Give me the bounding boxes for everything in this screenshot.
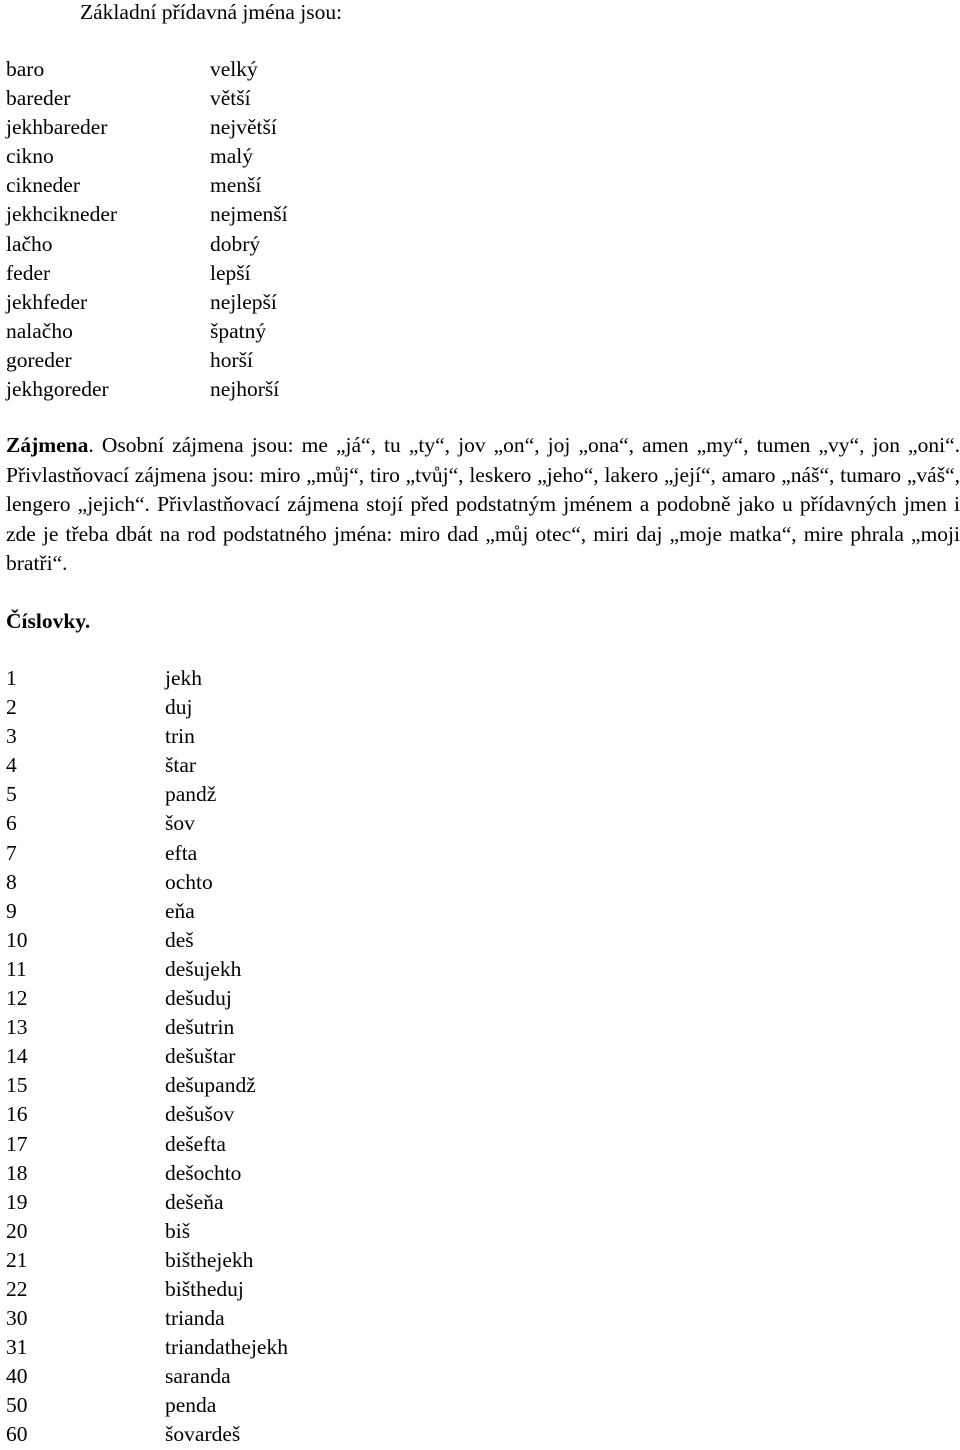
- adjective-row: [6, 171, 288, 200]
- numeral-row: [6, 1304, 288, 1333]
- adjective-romani: cikneder: [6, 173, 81, 198]
- adjective-row: [6, 375, 288, 404]
- numeral-word: penda: [165, 1393, 217, 1418]
- numeral-digit: 40: [6, 1364, 28, 1389]
- numeral-row: [6, 1333, 288, 1362]
- adjective-row: [6, 84, 288, 113]
- numeral-digit: 17: [6, 1131, 28, 1156]
- numeral-word: trianda: [165, 1306, 225, 1331]
- adjective-czech: lepší: [210, 260, 251, 285]
- numerals-table: [6, 664, 288, 1450]
- adjective-czech: menší: [210, 173, 262, 198]
- pronouns-paragraph: [6, 431, 960, 579]
- numeral-word: duj: [165, 695, 193, 720]
- numeral-word: dešutrin: [165, 1015, 235, 1040]
- numeral-word: efta: [165, 840, 198, 865]
- adjective-romani: baro: [6, 57, 45, 81]
- numeral-word: dešeňa: [165, 1189, 224, 1214]
- pronouns-title: Zájmena: [6, 433, 89, 457]
- numeral-word: dešušov: [165, 1102, 235, 1127]
- numeral-row: [6, 780, 288, 809]
- adjective-row: [6, 259, 288, 288]
- numeral-word: štar: [165, 753, 197, 778]
- numerals-table-body: [6, 664, 288, 1450]
- numeral-word: ochto: [165, 869, 213, 894]
- numeral-digit: 21: [6, 1247, 28, 1272]
- adjective-czech: malý: [210, 144, 253, 169]
- adjective-romani: feder: [6, 260, 51, 285]
- numeral-word: bišthejekh: [165, 1247, 254, 1272]
- adjective-romani: jekhfeder: [6, 289, 88, 314]
- adjective-row: [6, 230, 288, 259]
- numeral-row: [6, 1159, 288, 1188]
- numeral-digit: 13: [6, 1015, 28, 1040]
- numeral-row: [6, 1391, 288, 1420]
- adjective-romani: jekhcikneder: [6, 202, 118, 227]
- numeral-row: [6, 693, 288, 722]
- numeral-row: [6, 1013, 288, 1042]
- numeral-digit: 3: [6, 724, 17, 749]
- numeral-row: [6, 1188, 288, 1217]
- numeral-word: dešefta: [165, 1131, 226, 1156]
- numeral-digit: 11: [6, 956, 27, 981]
- numeral-word: dešuduj: [165, 986, 232, 1011]
- numeral-word: bištheduj: [165, 1276, 244, 1301]
- adjective-romani: cikno: [6, 144, 54, 169]
- numeral-word: šovardeš: [165, 1422, 241, 1447]
- numeral-digit: 60: [6, 1422, 28, 1447]
- adjective-romani: bareder: [6, 86, 71, 111]
- numeral-row: [6, 1420, 288, 1449]
- numeral-digit: 31: [6, 1335, 28, 1360]
- numeral-word: dešupandž: [165, 1073, 256, 1098]
- pronouns-text: . Osobní zájmena jsou: me „já“, tu „ty“, jov „on“, joj „ona“, amen „my“, tumen „vy“, jon „oni“. Přivlastňovací zájmena jsou: miro „můj“, tiro „tvůj“, leskero „jeho“, lakero „její“, amaro „náš“, tumaro „váš“, lengero „jejich“. Přivlastňovací zájmena stojí před podstatným jménem a podobně jako u přídavných jmen i zde je třeba dbát na rod podstatného jména: miro dad „můj otec“, miri daj „moje matka“, mire phrala „moji bratři“.: [6, 433, 960, 575]
- adjective-row: [6, 317, 288, 346]
- numeral-digit: 20: [6, 1218, 28, 1243]
- numeral-digit: 9: [6, 898, 17, 923]
- numeral-row: [6, 809, 288, 838]
- numeral-row: [6, 1130, 288, 1159]
- adjective-row: [6, 142, 288, 171]
- numeral-row: [6, 1042, 288, 1071]
- numeral-digit: 2: [6, 695, 17, 720]
- numeral-row: [6, 897, 288, 926]
- numeral-digit: 7: [6, 840, 17, 865]
- numeral-digit: 4: [6, 753, 17, 778]
- numeral-row: [6, 1217, 288, 1246]
- numeral-word: saranda: [165, 1364, 231, 1389]
- adjective-czech: špatný: [210, 318, 267, 343]
- adjective-row: [6, 288, 288, 317]
- adjective-row: [6, 200, 288, 229]
- numeral-digit: 18: [6, 1160, 28, 1185]
- numeral-row: [6, 839, 288, 868]
- numeral-word: jekh: [165, 666, 203, 690]
- adjective-czech: velký: [210, 57, 258, 81]
- numeral-digit: 50: [6, 1393, 28, 1418]
- numeral-digit: 30: [6, 1306, 28, 1331]
- numeral-word: deš: [165, 927, 194, 952]
- adjective-row: [6, 55, 288, 84]
- numeral-digit: 16: [6, 1102, 28, 1127]
- adjective-row: [6, 346, 288, 375]
- adjective-czech: největší: [210, 115, 277, 140]
- numeral-row: [6, 1275, 288, 1304]
- adjective-romani: jekhbareder: [6, 115, 108, 140]
- numeral-digit: 22: [6, 1276, 28, 1301]
- adjective-romani: jekhgoreder: [6, 377, 109, 402]
- numeral-digit: 5: [6, 782, 17, 807]
- adjective-czech: horší: [210, 347, 253, 372]
- numeral-row: [6, 984, 288, 1013]
- numeral-word: šov: [165, 811, 195, 836]
- numeral-digit: 12: [6, 986, 28, 1011]
- numeral-row: [6, 926, 288, 955]
- numeral-digit: 10: [6, 927, 28, 952]
- numerals-heading: Číslovky.: [6, 609, 91, 633]
- numeral-digit: 15: [6, 1073, 28, 1098]
- numeral-digit: 14: [6, 1044, 28, 1069]
- numeral-row: [6, 955, 288, 984]
- numeral-word: eňa: [165, 898, 195, 923]
- adjective-row: [6, 113, 288, 142]
- numeral-row: [6, 1246, 288, 1275]
- numeral-word: trin: [165, 724, 195, 749]
- numeral-word: dešujekh: [165, 956, 242, 981]
- numeral-row: [6, 664, 288, 693]
- adjectives-table: [6, 55, 288, 404]
- numeral-digit: 6: [6, 811, 17, 836]
- adjective-czech: nejlepší: [210, 289, 277, 314]
- numeral-row: [6, 1100, 288, 1129]
- adjective-czech: nejmenší: [210, 202, 288, 227]
- adjective-czech: nejhorší: [210, 377, 280, 402]
- numeral-row: [6, 751, 288, 780]
- numeral-word: pandž: [165, 782, 217, 807]
- numeral-row: [6, 1071, 288, 1100]
- numeral-word: dešuštar: [165, 1044, 236, 1069]
- adjective-romani: goreder: [6, 347, 72, 372]
- numeral-row: [6, 722, 288, 751]
- adjective-romani: nalačho: [6, 318, 73, 343]
- adjective-czech: dobrý: [210, 231, 261, 256]
- numeral-row: [6, 868, 288, 897]
- numeral-row: [6, 1362, 288, 1391]
- numeral-word: triandathejekh: [165, 1335, 288, 1360]
- numeral-digit: 1: [6, 666, 17, 690]
- adjective-czech: větší: [210, 86, 251, 111]
- adjective-romani: lačho: [6, 231, 53, 256]
- numeral-word: dešochto: [165, 1160, 242, 1185]
- numeral-digit: 8: [6, 869, 17, 894]
- numeral-digit: 19: [6, 1189, 28, 1214]
- adjectives-table-body: [6, 55, 288, 404]
- adjectives-heading: Základní přídavná jména jsou:: [80, 0, 343, 24]
- numeral-word: biš: [165, 1218, 191, 1243]
